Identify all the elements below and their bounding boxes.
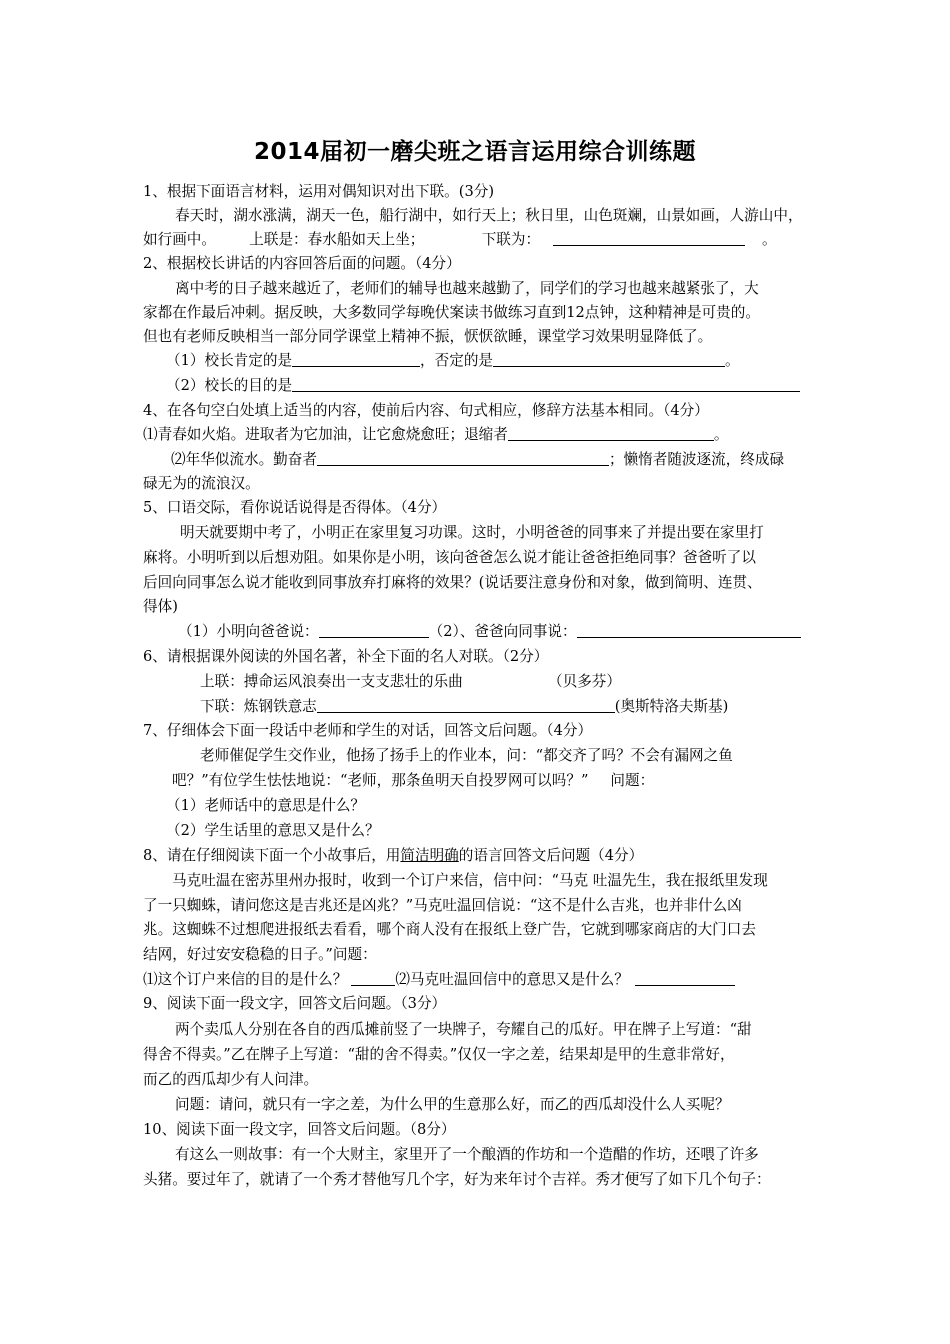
q5-passage-line4: 得体) xyxy=(143,598,178,615)
q2-passage-line2: 家都在作最后冲刺。据反映，大多数同学每晚伏案读书做练习直到12点钟，这种精神是可贵的。 xyxy=(143,304,760,321)
q4-sub1-blank[interactable] xyxy=(508,426,714,441)
q5-passage-line3: 后回向同事怎么说才能收到同事放弃打麻将的效果？(说话要注意身份和对象，做到简明、连贯、 xyxy=(143,574,762,591)
q2-heading: 2、根据校长讲话的内容回答后面的问题。（4分） xyxy=(143,255,461,272)
q1-period: 。 xyxy=(762,231,777,248)
q6-lower-couplet: 下联：炼钢铁意志 xyxy=(200,698,317,715)
q6-lower-author: (奥斯特洛夫斯基) xyxy=(614,698,729,715)
q7-question-label: 问题： xyxy=(610,772,655,789)
q2-sub1-label2: ，否定的是 xyxy=(420,352,494,369)
q4-heading: 4、在各句空白处填上适当的内容，使前后内容、句式相应，修辞方法基本相同。（4分） xyxy=(143,402,709,419)
q1-answer-blank[interactable] xyxy=(553,231,745,246)
q10-passage-line1: 有这么一则故事：有一个大财主，家里开了一个酿酒的作坊和一个造醋的作坊，还喂了许多 xyxy=(175,1146,759,1163)
q9-heading: 9、阅读下面一段文字，回答文后问题。（3分） xyxy=(143,995,447,1012)
q7-passage-line1: 老师催促学生交作业，他扬了扬手上的作业本，问：“都交齐了吗？不会有漏网之鱼 xyxy=(200,747,733,764)
q8-subs xyxy=(143,971,735,989)
q8-heading-emphasis: 简洁明确 xyxy=(400,847,459,864)
q2-sub1-label: （1）校长肯定的是 xyxy=(166,352,293,369)
q5-heading: 5、口语交际，看你说话说得是否得体。（4分） xyxy=(143,499,447,516)
q9-passage-line1: 两个卖瓜人分别在各自的西瓜摊前竖了一块牌子，夸耀自己的瓜好。甲在牌子上写道：“甜 xyxy=(175,1021,752,1038)
q9-passage-line2: 得舍不得卖。”乙在牌子上写道：“甜的舍不得卖。”仅仅一字之差，结果却是甲的生意非常好， xyxy=(143,1046,735,1063)
q4-sub1-period: 。 xyxy=(713,426,729,443)
q1-upper-couplet: 上联是：春水船如天上坐； xyxy=(249,231,425,248)
q2-passage-line1: 离中考的日子越来越近了，老师们的辅导也越来越勤了，同学们的学习也越来越紧张了，大 xyxy=(175,280,759,297)
q6-upper-couplet: 上联：搏命运风浪奏出一支支悲壮的乐曲 xyxy=(200,673,463,690)
q8-sub1-label: ⑴这个订户来信的目的是什么？ xyxy=(143,971,348,988)
q1-passage-line2 xyxy=(143,231,777,249)
q10-passage-line2: 头猪。要过年了，就请了一个秀才替他写几个字，好为来年讨个吉祥。秀才便写了如下几个句子： xyxy=(143,1171,771,1188)
q4-sub2-text: ⑵年华似流水。勤奋者 xyxy=(171,451,317,468)
q5-sub2-label: （2）、爸爸向同事说： xyxy=(428,623,577,640)
q6-lower xyxy=(200,698,728,716)
q2-sub1 xyxy=(166,352,740,370)
q9-passage-line3: 而乙的西瓜却少有人问津。 xyxy=(143,1071,319,1088)
q4-sub2-blank[interactable] xyxy=(317,451,609,466)
q5-passage-line1: 明天就要期中考了，小明正在家里复习功课。这时，小明爸爸的同事来了并提出要在家里打 xyxy=(180,524,764,541)
q5-subs xyxy=(178,623,801,641)
page-title: 2014届初一磨尖班之语言运用综合训练题 xyxy=(253,139,696,165)
q2-purpose-blank[interactable] xyxy=(292,377,800,392)
q4-sub2-text2: ；懒惰者随波逐流，终成碌 xyxy=(608,451,785,468)
q7-sub1: （1）老师话中的意思是什么？ xyxy=(166,797,366,814)
q5-sub1-blank[interactable] xyxy=(319,623,429,638)
q7-passage-text: 吧？”有位学生怯怯地说：“老师，那条鱼明天自投罗网可以吗？” xyxy=(172,772,589,789)
q1-heading: 1、根据下面语言材料，运用对偶知识对出下联。(3分) xyxy=(143,183,495,200)
q8-passage-line2: 了一只蜘蛛，请问您这是吉兆还是凶兆？”马克吐温回信说：“这不是什么吉兆，也并非什么凶 xyxy=(143,897,742,914)
q8-sub2-blank[interactable] xyxy=(635,971,735,986)
q8-heading-a: 8、请在仔细阅读下面一个小故事后，用 xyxy=(143,847,401,864)
q9-question: 问题：请问，就只有一字之差，为什么甲的生意那么好，而乙的西瓜却没什么人买呢？ xyxy=(175,1096,730,1113)
q1-passage: 春天时，湖水涨满，湖天一色，船行湖中，如行天上；秋日里，山色斑斓，山景如画，人游山中， xyxy=(175,207,803,224)
q7-passage-line2 xyxy=(172,772,654,790)
q8-passage-line3: 兆。这蜘蛛不过想爬进报纸去看看，哪个商人没有在报纸上登广告，它就到哪家商店的大门口去 xyxy=(143,921,756,938)
q7-sub2: （2）学生话里的意思又是什么？ xyxy=(166,822,380,839)
q5-sub2-blank[interactable] xyxy=(577,623,801,638)
q6-upper-author: （贝多芬） xyxy=(548,673,621,690)
q2-sub2-label: （2）校长的目的是 xyxy=(166,377,293,394)
q6-heading: 6、请根据课外阅读的外国名著，补全下面的名人对联。（2分） xyxy=(143,648,549,665)
q5-sub1-label: （1）小明向爸爸说： xyxy=(178,623,319,640)
q2-denied-blank[interactable] xyxy=(493,352,725,367)
q2-sub2 xyxy=(166,377,800,395)
q7-heading: 7、仔细体会下面一段话中老师和学生的对话，回答文后问题。（4分） xyxy=(143,722,593,739)
q6-lower-blank[interactable] xyxy=(317,698,615,713)
q8-passage-line1: 马克吐温在密苏里州办报时，收到一个订户来信，信中问：“马克 吐温先生，我在报纸里发现 xyxy=(172,872,768,889)
q4-sub2-line2: 碌无为的流浪汉。 xyxy=(143,475,260,492)
q8-heading-c: 的语言回答文后问题（4分） xyxy=(458,847,644,864)
q10-heading: 10、阅读下面一段文字，回答文后问题。（8分） xyxy=(143,1121,456,1138)
q8-heading xyxy=(143,847,643,865)
q4-sub1-text: ⑴青春如火焰。进取者为它加油，让它愈烧愈旺；退缩者 xyxy=(143,426,508,443)
q1-passage-end: 如行画中。 xyxy=(143,231,216,248)
q5-passage-line2: 麻将。小明听到以后想劝阻。如果你是小明，该向爸爸怎么说才能让爸爸拒绝同事？爸爸听了以 xyxy=(143,549,756,566)
q4-sub1 xyxy=(143,426,728,444)
q8-sub1-blank[interactable] xyxy=(351,971,395,986)
q8-sub2-label: ⑵马克吐温回信中的意思又是什么？ xyxy=(395,971,629,988)
q8-passage-line4: 结网，好过安安稳稳的日子。”问题： xyxy=(143,946,377,963)
q2-affirmed-blank[interactable] xyxy=(292,352,420,367)
q2-sub1-period: 。 xyxy=(725,352,740,369)
q1-lower-couplet-label: 下联为： xyxy=(481,231,541,248)
q2-passage-line3: 但也有老师反映相当一部分同学课堂上精神不振，恹恹欲睡，课堂学习效果明显降低了。 xyxy=(143,328,713,345)
q4-sub2 xyxy=(171,451,784,469)
